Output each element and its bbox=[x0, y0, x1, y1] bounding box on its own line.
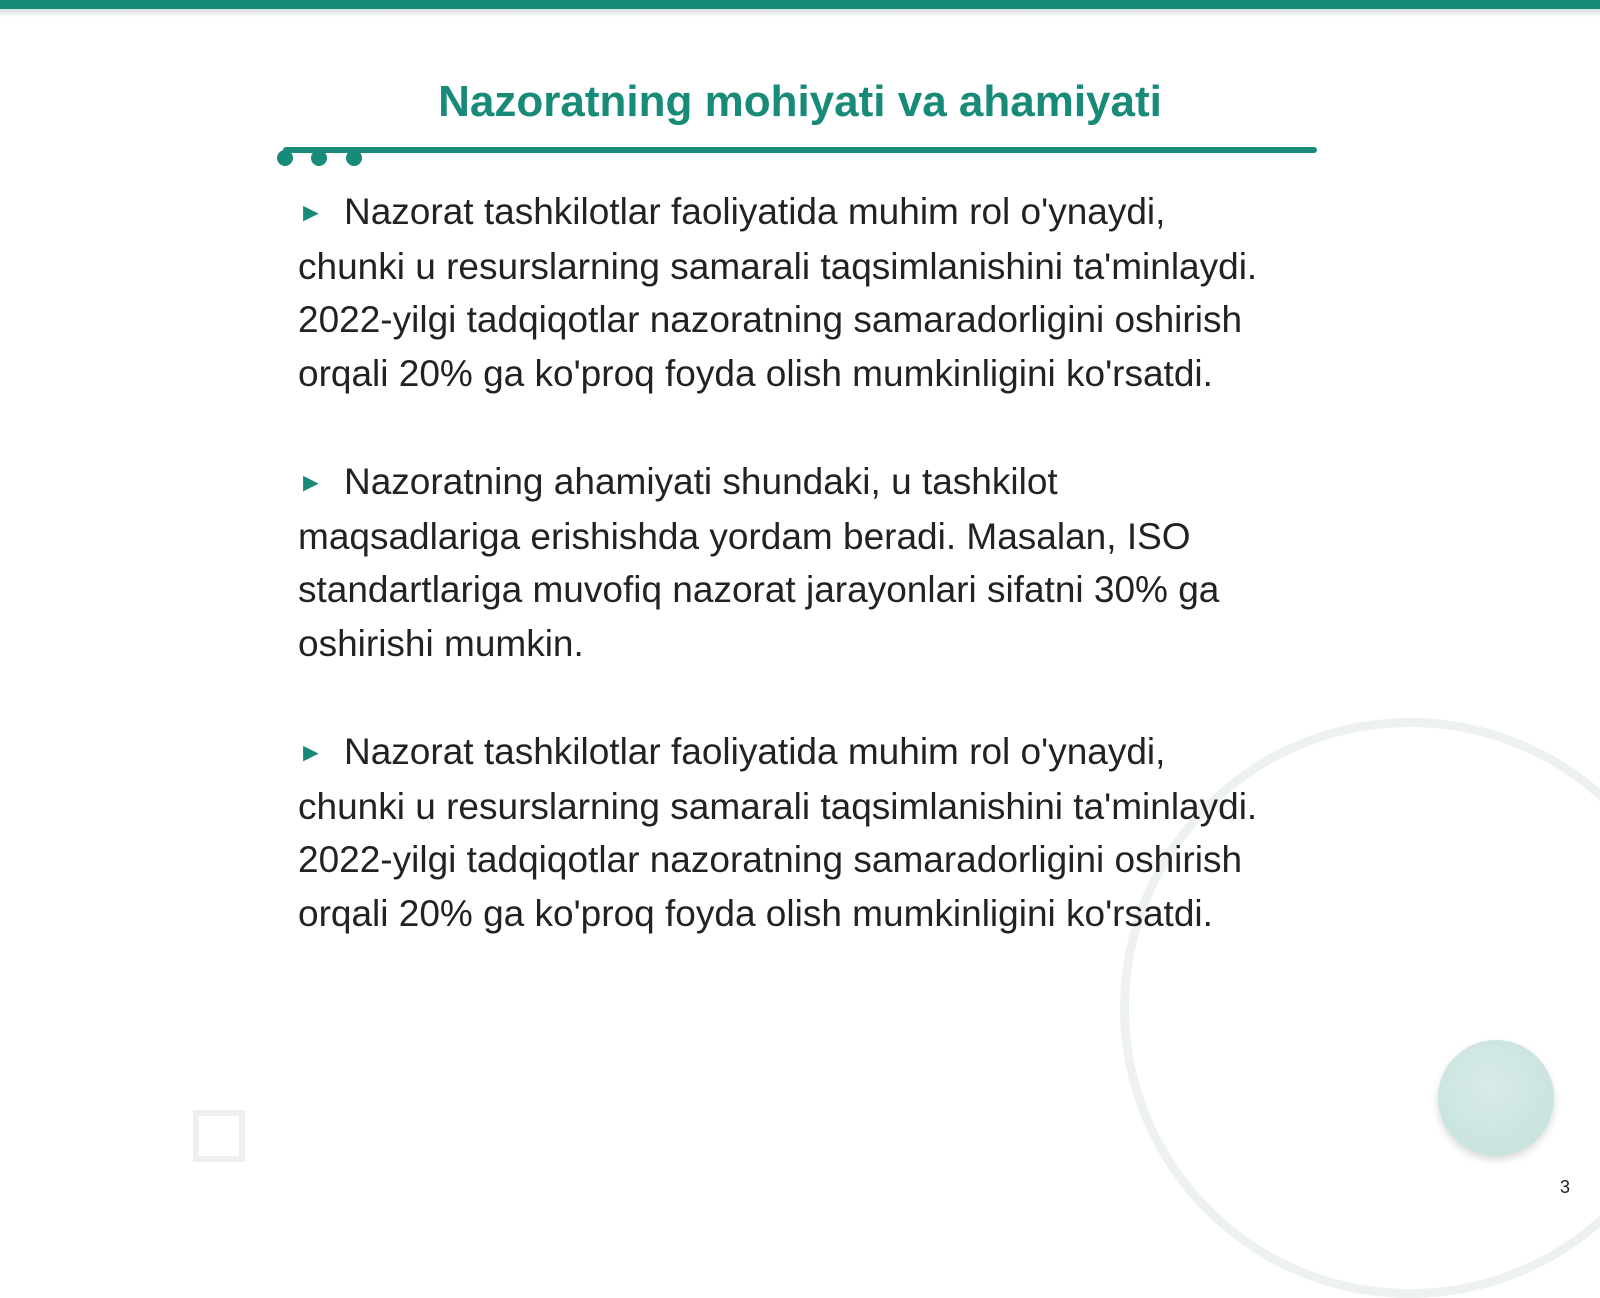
bullet-paragraph-2 bbox=[298, 455, 1278, 670]
bullet-paragraph-3 bbox=[298, 725, 1278, 940]
decorative-square bbox=[193, 1110, 245, 1162]
bullet-text: Nazorat tashkilotlar faoliyatida muhim rol o'ynaydi, chunki u resurslarning samarali taqsimlanishini ta'minlaydi. 2022-yilgi tadqiqotlar nazoratning samaradorligini oshirish orqali 20% ga ko'proq foyda olish mumkinligini ko'rsatdi. bbox=[298, 191, 1258, 394]
decorative-dot bbox=[346, 150, 362, 166]
bullet-list bbox=[298, 185, 1278, 995]
triangle-right-icon: ► bbox=[298, 467, 324, 497]
triangle-right-icon: ► bbox=[298, 737, 324, 767]
bullet-text: Nazorat tashkilotlar faoliyatida muhim rol o'ynaydi, chunki u resurslarning samarali taqsimlanishini ta'minlaydi. 2022-yilgi tadqiqotlar nazoratning samaradorligini oshirish orqali 20% ga ko'proq foyda olish mumkinligini ko'rsatdi. bbox=[298, 731, 1258, 934]
triangle-right-icon: ► bbox=[298, 197, 324, 227]
title-underline bbox=[283, 147, 1317, 153]
top-bar-shadow bbox=[0, 9, 1600, 17]
decorative-circle bbox=[1438, 1040, 1554, 1156]
page-number: 3 bbox=[1559, 1177, 1570, 1197]
decorative-dot bbox=[311, 150, 327, 166]
bullet-text: Nazoratning ahamiyati shundaki, u tashkilot maqsadlariga erishishda yordam beradi. Masalan, ISO standartlariga muvofiq nazorat jarayonlari sifatni 30% ga oshirishi mumkin. bbox=[298, 461, 1220, 664]
slide-title: Nazoratning mohiyati va ahamiyati bbox=[438, 77, 1162, 126]
bullet-paragraph-1 bbox=[298, 185, 1278, 400]
top-accent-bar bbox=[0, 0, 1600, 9]
decorative-dot bbox=[277, 150, 293, 166]
